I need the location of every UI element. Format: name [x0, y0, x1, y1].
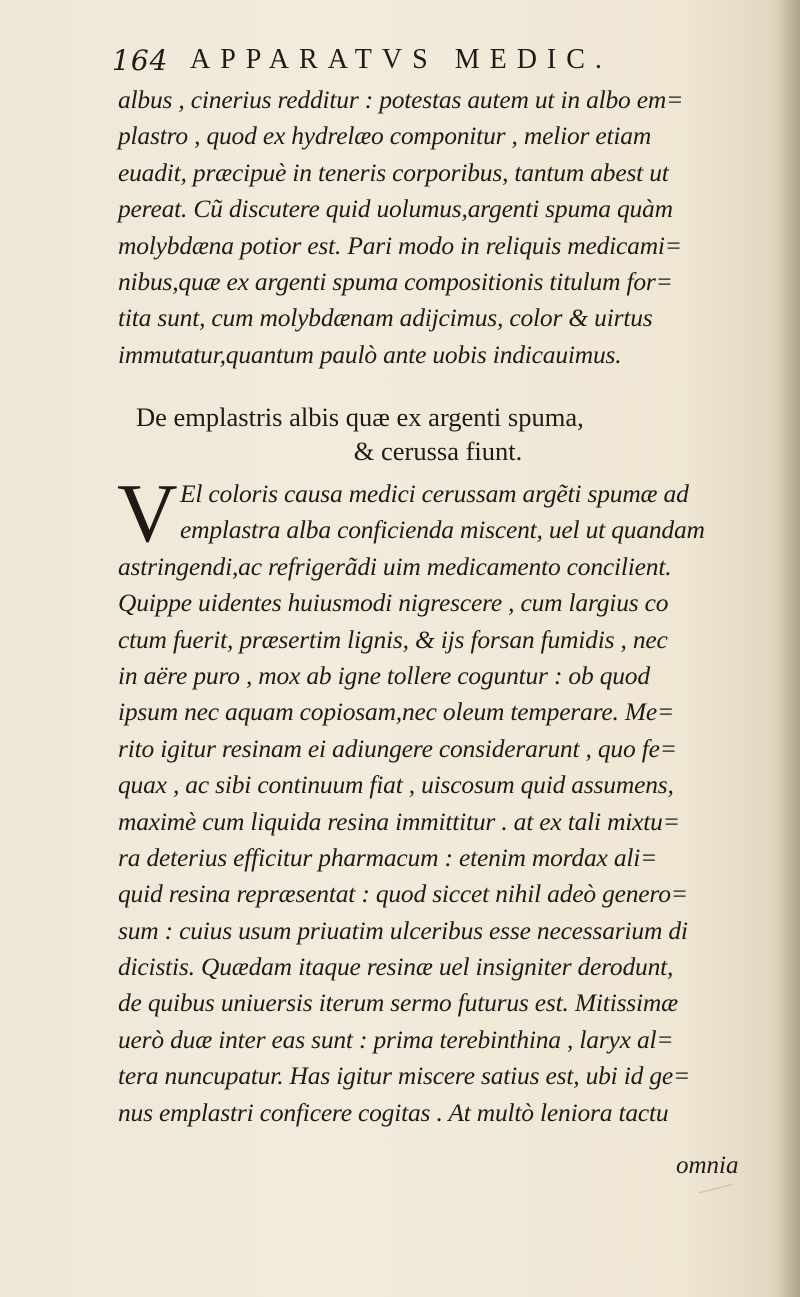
- text-line: emplastra alba conficienda miscent, uel ut quandam: [180, 515, 705, 545]
- section-heading: [118, 400, 758, 468]
- text-line: Quippe uidentes huiusmodi nigrescere , cum largius co: [118, 588, 669, 618]
- text-line: in aëre puro , mox ab igne tollere coguntur : ob quod: [118, 660, 650, 690]
- paper-mark: [699, 1184, 735, 1203]
- text-line: rito igitur resinam ei adiungere considerarunt , quo fe=: [118, 733, 677, 763]
- text-line: molybdæna potior est. Pari modo in reliquis medicami=: [118, 230, 682, 260]
- heading-line: De emplastris albis quæ ex argenti spuma,: [136, 402, 584, 432]
- catchword: omnia: [676, 1152, 739, 1179]
- text-line: nus emplastri conficere cogitas . At multò leniora tactu: [118, 1097, 669, 1127]
- drop-cap: V: [117, 467, 178, 560]
- text-line: immutatur,quantum paulò ante uobis indicauimus.: [118, 339, 622, 369]
- heading-line: & cerussa fiunt.: [353, 436, 523, 466]
- text-line: ctum fuerit, præsertim lignis, & ijs forsan fumidis , nec: [118, 624, 668, 654]
- text-line: quid resina repræsentat : quod siccet nihil adeò genero=: [118, 879, 688, 909]
- page-edge-shadow: [778, 0, 800, 1297]
- text-line: tera nuncupatur. Has igitur miscere satius est, ubi id ge=: [118, 1061, 691, 1091]
- text-line: dicistis. Quædam itaque resinæ uel insigniter derodunt,: [118, 952, 674, 982]
- page-header: [112, 38, 672, 82]
- text-line: El coloris causa medici cerussam argẽti spumæ ad: [180, 479, 689, 508]
- text-block-1: [118, 82, 758, 373]
- text-line: pereat. Cũ discutere quid uolumus,argenti spuma quàm: [118, 194, 673, 224]
- text-line: ipsum nec aquam copiosam,nec oleum temperare. Me=: [118, 697, 674, 727]
- text-line: quax , ac sibi continuum fiat , uiscosum quid assumens,: [118, 770, 674, 800]
- text-line: sum : cuius usum priuatim ulceribus esse necessarium di: [118, 915, 688, 945]
- text-block-2: [117, 467, 758, 1131]
- text-line: plastro , quod ex hydrelæo componitur , melior etiam: [118, 121, 652, 151]
- text-line: ra deterius efficitur pharmacum : etenim mordax ali=: [118, 842, 658, 872]
- text-line: albus , cinerius redditur : potestas autem ut in albo em=: [118, 85, 684, 114]
- running-head: APPARATVS MEDIC.: [190, 44, 612, 75]
- text-line: de quibus uniuersis iterum sermo futurus est. Mitissimæ: [118, 988, 678, 1018]
- text-line: euadit, præcipuè in teneris corporibus, tantum abest ut: [118, 157, 669, 187]
- text-line: uerò duæ inter eas sunt : prima terebinthina , laryx al=: [118, 1024, 674, 1054]
- text-line: nibus,quæ ex argenti spuma compositionis titulum for=: [118, 266, 673, 296]
- page-number: 164: [112, 44, 169, 77]
- text-line: astringendi,ac refrigerãdi uim medicamento concilient.: [118, 551, 672, 581]
- text-line: maximè cum liquida resina immittitur . at ex tali mixtu=: [118, 806, 680, 836]
- text-line: tita sunt, cum molybdænam adijcimus, color & uirtus: [118, 303, 653, 333]
